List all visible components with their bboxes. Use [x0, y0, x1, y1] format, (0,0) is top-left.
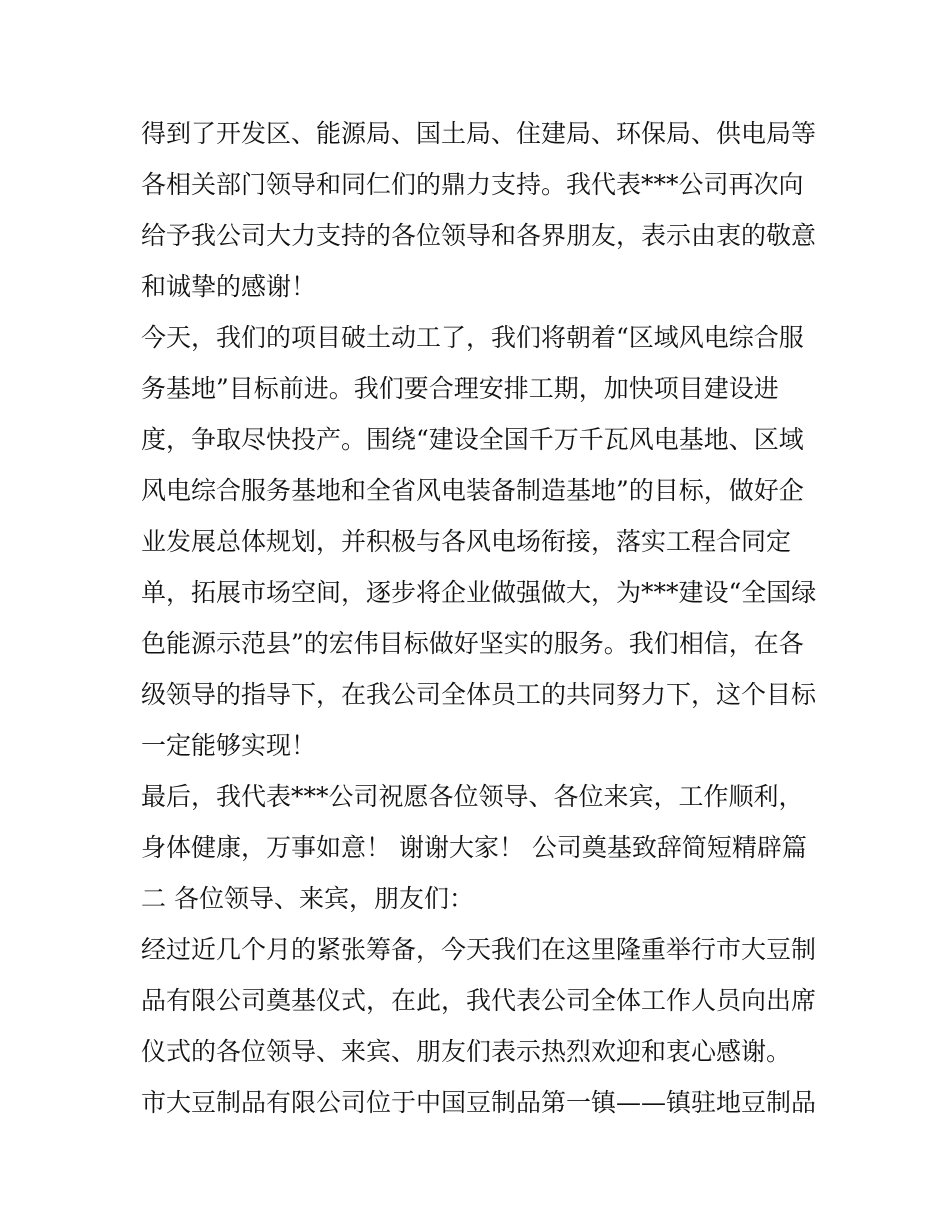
text-line: 今天，我们的项目破土动工了，我们将朝着“区域风电综合服: [141, 323, 804, 352]
text-line: 一定能够实现！: [141, 731, 317, 760]
text-line: 级领导的指导下，在我公司全体员工的共同努力下，这个目标: [141, 680, 817, 709]
text-line: 经过近几个月的紧张筹备，今天我们在这里隆重举行市大豆制: [141, 935, 817, 964]
text-line: 风电综合服务基地和全省风电装备制造基地”的目标，做好企: [141, 476, 804, 505]
text-line: 最后，我代表***公司祝愿各位领导、各位来宾，工作顺利，: [141, 782, 804, 811]
text-line: 给予我公司大力支持的各位领导和各界朋友，表示由衷的敬意: [141, 221, 817, 250]
text-line: 各相关部门领导和同仁们的鼎力支持。我代表***公司再次向: [141, 170, 804, 199]
text-line: 市大豆制品有限公司位于中国豆制品第一镇——镇驻地豆制品: [141, 1088, 817, 1117]
text-line: 得到了开发区、能源局、国土局、住建局、环保局、供电局等: [141, 119, 817, 148]
text-line: 仪式的各位领导、来宾、朋友们表示热烈欢迎和衷心感谢。: [141, 1037, 792, 1066]
text-line: 务基地”目标前进。我们要合理安排工期，加快项目建设进: [141, 374, 779, 403]
text-line: 度，争取尽快投产。围绕“建设全国千万千瓦风电基地、区域: [141, 425, 804, 454]
text-line: 身体健康，万事如意！ 谢谢大家！ 公司奠基致辞简短精辟篇: [141, 833, 807, 862]
text-line: 单，拓展市场空间，逐步将企业做强做大，为***建设“全国绿: [141, 578, 817, 607]
text-line: 色能源示范县”的宏伟目标做好坚实的服务。我们相信，在各: [141, 629, 804, 658]
text-line: 和诚挚的感谢！: [141, 272, 317, 301]
text-line: 业发展总体规划，并积极与各风电场衔接，落实工程合同定: [141, 527, 792, 556]
document-body: [141, 108, 821, 1128]
text-line: 二 各位领导、来宾，朋友们：: [141, 884, 474, 913]
text-line: 品有限公司奠基仪式，在此，我代表公司全体工作人员向出席: [141, 986, 817, 1015]
